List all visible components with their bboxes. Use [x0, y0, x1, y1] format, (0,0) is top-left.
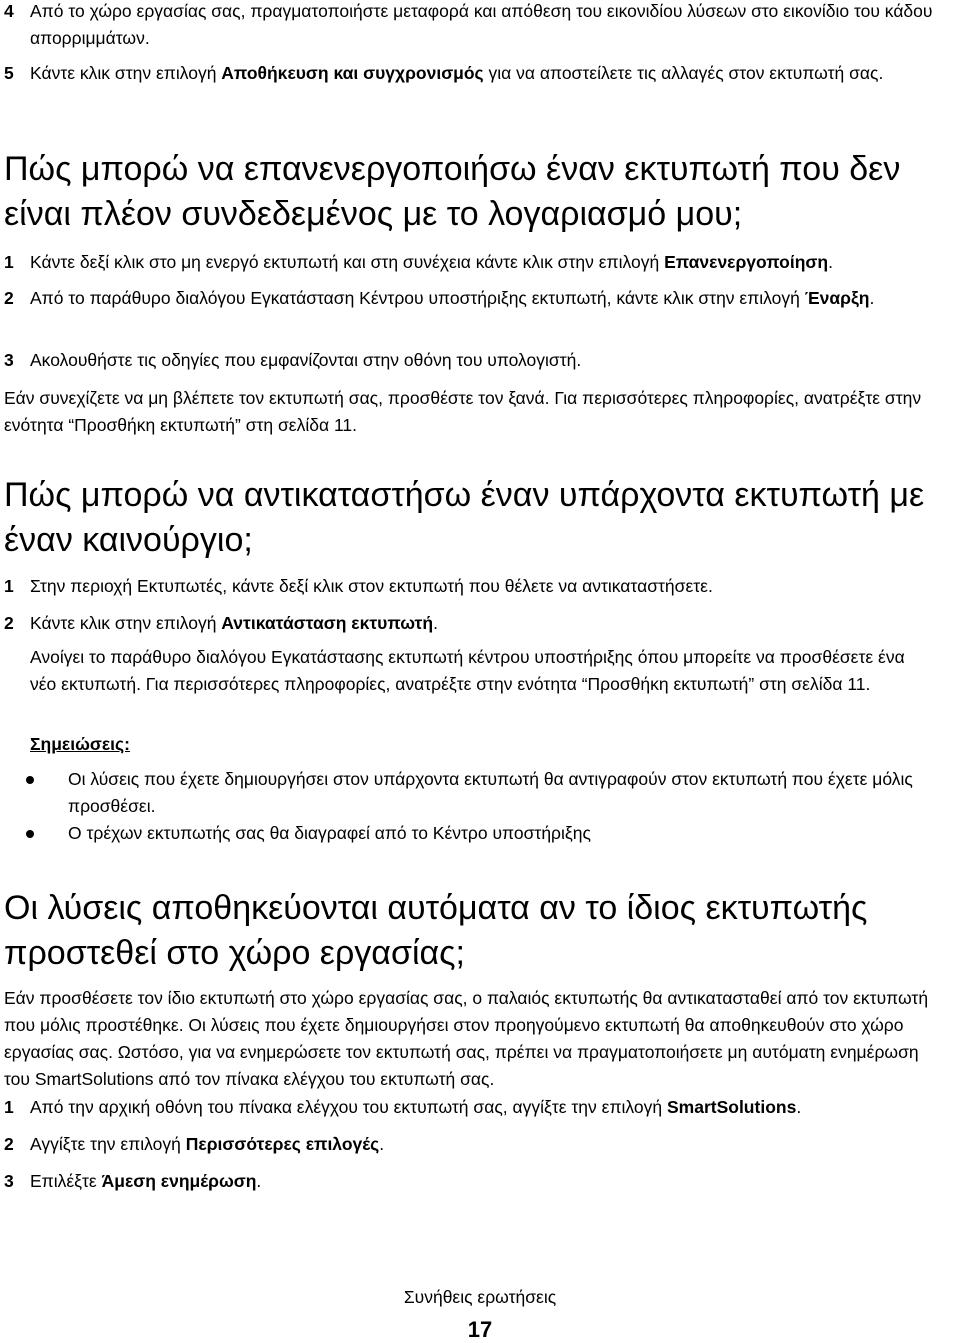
step-number: 1 [4, 576, 14, 596]
section3-step-1 [4, 1094, 949, 1121]
section1-step-3 [4, 347, 949, 374]
section-heading: Πώς μπορώ να αντικαταστήσω έναν υπάρχοντα εκτυπωτή με έναν καινούργιο; [4, 476, 925, 559]
section-heading: Πώς μπορώ να επανενεργοποιήσω έναν εκτυπωτή που δεν είναι πλέον συνδεδεμένος με το λογαριασμό μου; [4, 150, 901, 233]
ui-option-bold: Επανενεργοποίηση [664, 252, 829, 272]
step-text: Ακολουθήστε τις οδηγίες που εμφανίζονται στην οθόνη του υπολογιστή. [30, 350, 582, 370]
section2-step-1 [4, 573, 949, 600]
step-text: Κάντε δεξί κλικ στο μη ενεργό εκτυπωτή και στη συνέχεια κάντε κλικ στην επιλογή Επανενεργοποίηση. [30, 252, 833, 272]
ui-option-bold: Αντικατάσταση εκτυπωτή [221, 613, 434, 633]
page-number: 17 [467, 1317, 493, 1342]
step-number: 1 [4, 252, 14, 272]
step-text: Επιλέξτε Άμεση ενημέρωση. [30, 1171, 262, 1191]
notes-title: Σημειώσεις: [30, 734, 130, 754]
section3-paragraph: Εάν προσθέσετε τον ίδιο εκτυπωτή στο χώρο εργασίας σας, ο παλαιός εκτυπωτής θα αντικατασταθεί από τον εκτυπωτή που μόλις προστέθηκε. Οι λύσεις που έχετε δημιουργήσει στον προηγούμενο εκτυπωτή θα αποθηκευθούν στο χώρο εργασίας σας. Ωστόσο, για να ενημερώσετε τον εκτυπωτή σας, πρέπει να πραγματοποιήσετε μη αυτόματη ενημέρωση του SmartSolutions από τον πίνακα ελέγχου του εκτυπωτή σας. [4, 988, 929, 1089]
step-text: Κάντε κλικ στην επιλογή Αντικατάσταση εκτυπωτή. [30, 613, 438, 633]
bullet-icon [26, 830, 34, 838]
step-text: Κάντε κλικ στην επιλογή Αποθήκευση και συγχρονισμός για να αποστείλετε τις αλλαγές στον εκτυπωτή σας. [30, 63, 884, 83]
step-text: Από το παράθυρο διαλόγου Εγκατάσταση Κέντρου υποστήριξης εκτυπωτή, κάντε κλικ στην επιλογή Έναρξη. [30, 288, 875, 308]
ui-option-bold: Αποθήκευση και συγχρονισμός [221, 63, 484, 83]
section1-step-1 [4, 249, 949, 276]
ui-option-bold: Άμεση ενημέρωση [101, 1171, 257, 1191]
section3-step-2 [4, 1131, 949, 1158]
section1-step-2 [4, 285, 949, 312]
section2-step-2 [4, 610, 949, 637]
step-number: 2 [4, 613, 14, 633]
step-number: 5 [4, 63, 14, 83]
section1-paragraph: Εάν συνεχίζετε να μη βλέπετε τον εκτυπωτή σας, προσθέστε τον ξανά. Για περισσότερες πληροφορίες, ανατρέξτε στην ενότητα “Προσθήκη εκτυπωτή” στη σελίδα 11. [4, 388, 922, 435]
step-text: Από την αρχική οθόνη του πίνακα ελέγχου του εκτυπωτή σας, αγγίξτε την επιλογή SmartSolutions. [30, 1097, 802, 1117]
step-number: 2 [4, 288, 14, 308]
step-note: Ανοίγει το παράθυρο διαλόγου Εγκατάστασης εκτυπωτή κέντρου υποστήριξης όπου μπορείτε να προσθέσετε ένα νέο εκτυπωτή. Για περισσότερες πληροφορίες, ανατρέξτε στην ενότητα “Προσθήκη εκτυπωτή” στη σελίδα 11. [30, 647, 905, 694]
bullet-icon [26, 776, 34, 784]
step-number: 2 [4, 1134, 14, 1154]
ui-option-bold: SmartSolutions [666, 1097, 797, 1117]
intro-step-4 [4, 0, 949, 52]
section-heading: Οι λύσεις αποθηκεύονται αυτόματα αν το ίδιος εκτυπωτής προστεθεί στο χώρο εργασίας; [4, 889, 868, 972]
ui-option-bold: Περισσότερες επιλογές [185, 1134, 380, 1154]
step-number: 3 [4, 1171, 14, 1191]
step-number: 3 [4, 350, 14, 370]
note-item: Οι λύσεις που έχετε δημιουργήσει στον υπάρχοντα εκτυπωτή θα αντιγραφούν στον εκτυπωτή που έχετε μόλις προσθέσει. [44, 766, 944, 820]
step-text: Στην περιοχή Εκτυπωτές, κάντε δεξί κλικ στον εκτυπωτή που θέλετε να αντικαταστήσετε. [30, 576, 713, 596]
ui-option-bold: Έναρξη [804, 288, 870, 308]
step-number: 1 [4, 1097, 14, 1117]
step-text: Αγγίξτε την επιλογή Περισσότερες επιλογές. [30, 1134, 385, 1154]
step-number: 4 [4, 1, 14, 21]
section3-step-3 [4, 1168, 949, 1195]
intro-step-5 [4, 60, 949, 87]
note-item: Ο τρέχων εκτυπωτής σας θα διαγραφεί από το Κέντρο υποστήριξης [44, 820, 944, 847]
step-text: Από το χώρο εργασίας σας, πραγματοποιήστε μεταφορά και απόθεση του εικονιδίου λύσεων στο εικονίδιο του κάδου απορριμμάτων. [30, 1, 933, 48]
footer-section-title: Συνήθεις ερωτήσεις [403, 1287, 557, 1307]
